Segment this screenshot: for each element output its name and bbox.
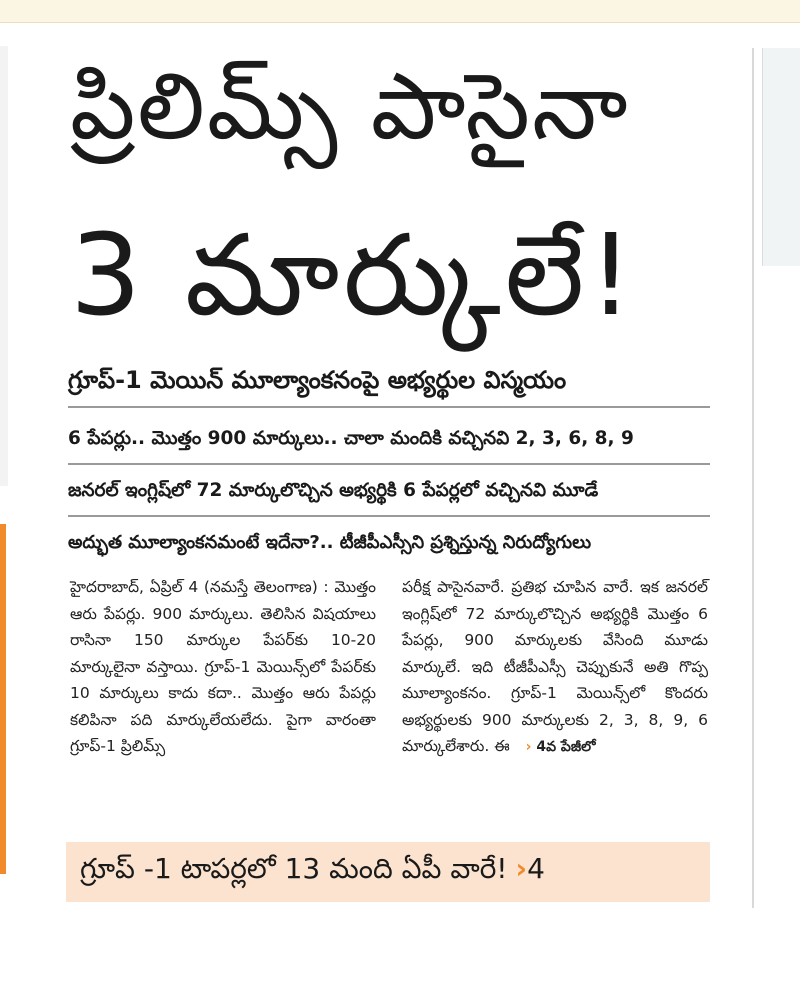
adjacent-ad-edge (0, 524, 6, 874)
related-story-page: 4 (527, 852, 545, 885)
page-top-band (0, 0, 800, 23)
body-column-1 (70, 574, 376, 760)
subheadline: గ్రూప్-1 మెయిన్ మూల్యాంకనంపై అభ్యర్థుల విస్మయం (68, 366, 710, 408)
related-story-teaser[interactable] (80, 852, 545, 892)
column-divider (752, 48, 754, 908)
chevron-right-icon: › (525, 739, 532, 755)
body-paragraph-2 (402, 574, 708, 761)
body-paragraph-1: హైదరాబాద్, ఏప్రిల్ 4 (నమస్తే తెలంగాణ) : మొత్తం ఆరు పేపర్లు. 900 మార్కులు. తెలిసిన విషయాలు రాసినా 150 మార్కుల పేపర్‌కు 10-20 మార్కులైనా వస్తాయి. గ్రూప్-1 మెయిన్స్‌లో పేపర్‌కు 10 మార్కులు కాదు కదా.. మొత్తం ఆరు పేపర్లు కలిపినా పది మార్కులేయలేదు. పైగా వారంతా గ్రూప్-1 ప్రిలిమ్స్ (70, 578, 376, 755)
deck-line-2: జనరల్ ఇంగ్లిష్‌లో 72 మార్కులొచ్చిన అభ్యర్థికి 6 పేపర్లలో వచ్చినవి మూడే (68, 480, 710, 517)
headline-line-2: 3 మార్కులే! (70, 211, 638, 341)
body-paragraph-2-text: పరీక్ష పాసైనవారే. ప్రతిభ చూపిన వారే. ఇక జనరల్ ఇంగ్లిష్‌లో 72 మార్కులొచ్చిన అభ్యర్థికి మొత్తం 6 పేపర్లు, 900 మార్కులకు వేసింది మూడు మార్కులే. ఇది టీజీపీఎస్సీ చెప్పుకునే అతి గొప్ప మూల్యాంకనం. గ్రూప్-1 మెయిన్స్‌లో కొందరు అభ్యర్థులకు 900 మార్కులకు 2, 3, 8, 9, 6 మార్కులేశారు. ఈ (402, 578, 708, 755)
related-story-title: గ్రూప్ -1 టాపర్లలో 13 మంది ఏపీ వారే! (80, 852, 508, 885)
deck-line-1: 6 పేపర్లు.. మొత్తం 900 మార్కులు.. చాలా మందికి వచ్చినవి 2, 3, 6, 8, 9 (68, 428, 710, 465)
chevron-right-icon: › (515, 852, 528, 885)
body-column-2 (402, 574, 708, 761)
headline-line-1: ప్రిలిమ్స్ పాసైనా (70, 53, 630, 160)
continued-on-page-link[interactable] (526, 739, 596, 755)
adjacent-article-edge (762, 48, 800, 266)
continued-on-page-label: 4వ పేజీలో (536, 739, 596, 755)
adjacent-column-edge (0, 46, 8, 486)
deck-line-3: అద్భుత మూల్యాంకనమంటే ఇదేనా?.. టీజీపీఎస్సీని ప్రశ్నిస్తున్న నిరుద్యోగులు (68, 532, 592, 553)
